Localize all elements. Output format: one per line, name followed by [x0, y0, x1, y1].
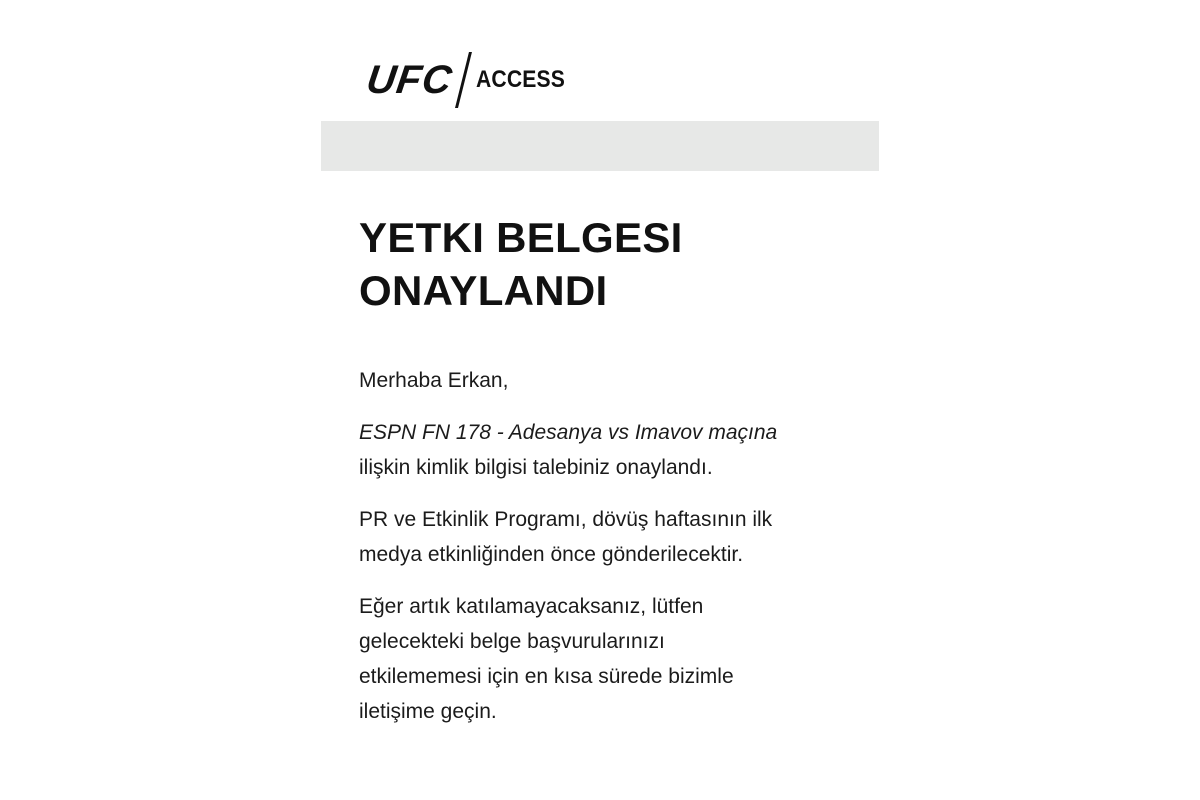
schedule-line-1: PR ve Etkinlik Programı, dövüş haftasının ilk [359, 508, 773, 531]
schedule-paragraph [359, 502, 849, 572]
contact-line-1: Eğer artık katılamayacaksanız, lütfen [359, 595, 704, 618]
page-title [359, 211, 839, 317]
contact-paragraph [359, 589, 849, 729]
contact-line-2: gelecekteki belge başvurularınızı [359, 630, 665, 653]
contact-line-4: iletişime geçin. [359, 700, 497, 723]
email-container [321, 0, 879, 800]
email-header [321, 0, 879, 121]
title-line-1: YETKI BELGESI [359, 214, 683, 261]
approval-text: ilişkin kimlik bilgisi talebiniz onaylandı. [359, 456, 713, 479]
greeting: Merhaba Erkan, [359, 369, 509, 392]
event-name: ESPN FN 178 - Adesanya vs Imavov maçına [359, 421, 778, 444]
header-banner [321, 121, 879, 171]
approval-paragraph [359, 415, 849, 485]
message-body [359, 363, 849, 746]
logo-brand: UFC [363, 58, 456, 102]
contact-line-3: etkilememesi için en kısa sürede bizimle [359, 665, 734, 688]
title-line-2: ONAYLANDI [359, 267, 608, 314]
logo-product: ACCESS [476, 66, 566, 93]
schedule-line-2: medya etkinliğinden önce gönderilecektir. [359, 543, 744, 566]
ufc-access-logo [363, 52, 577, 108]
logo-divider [455, 52, 472, 108]
